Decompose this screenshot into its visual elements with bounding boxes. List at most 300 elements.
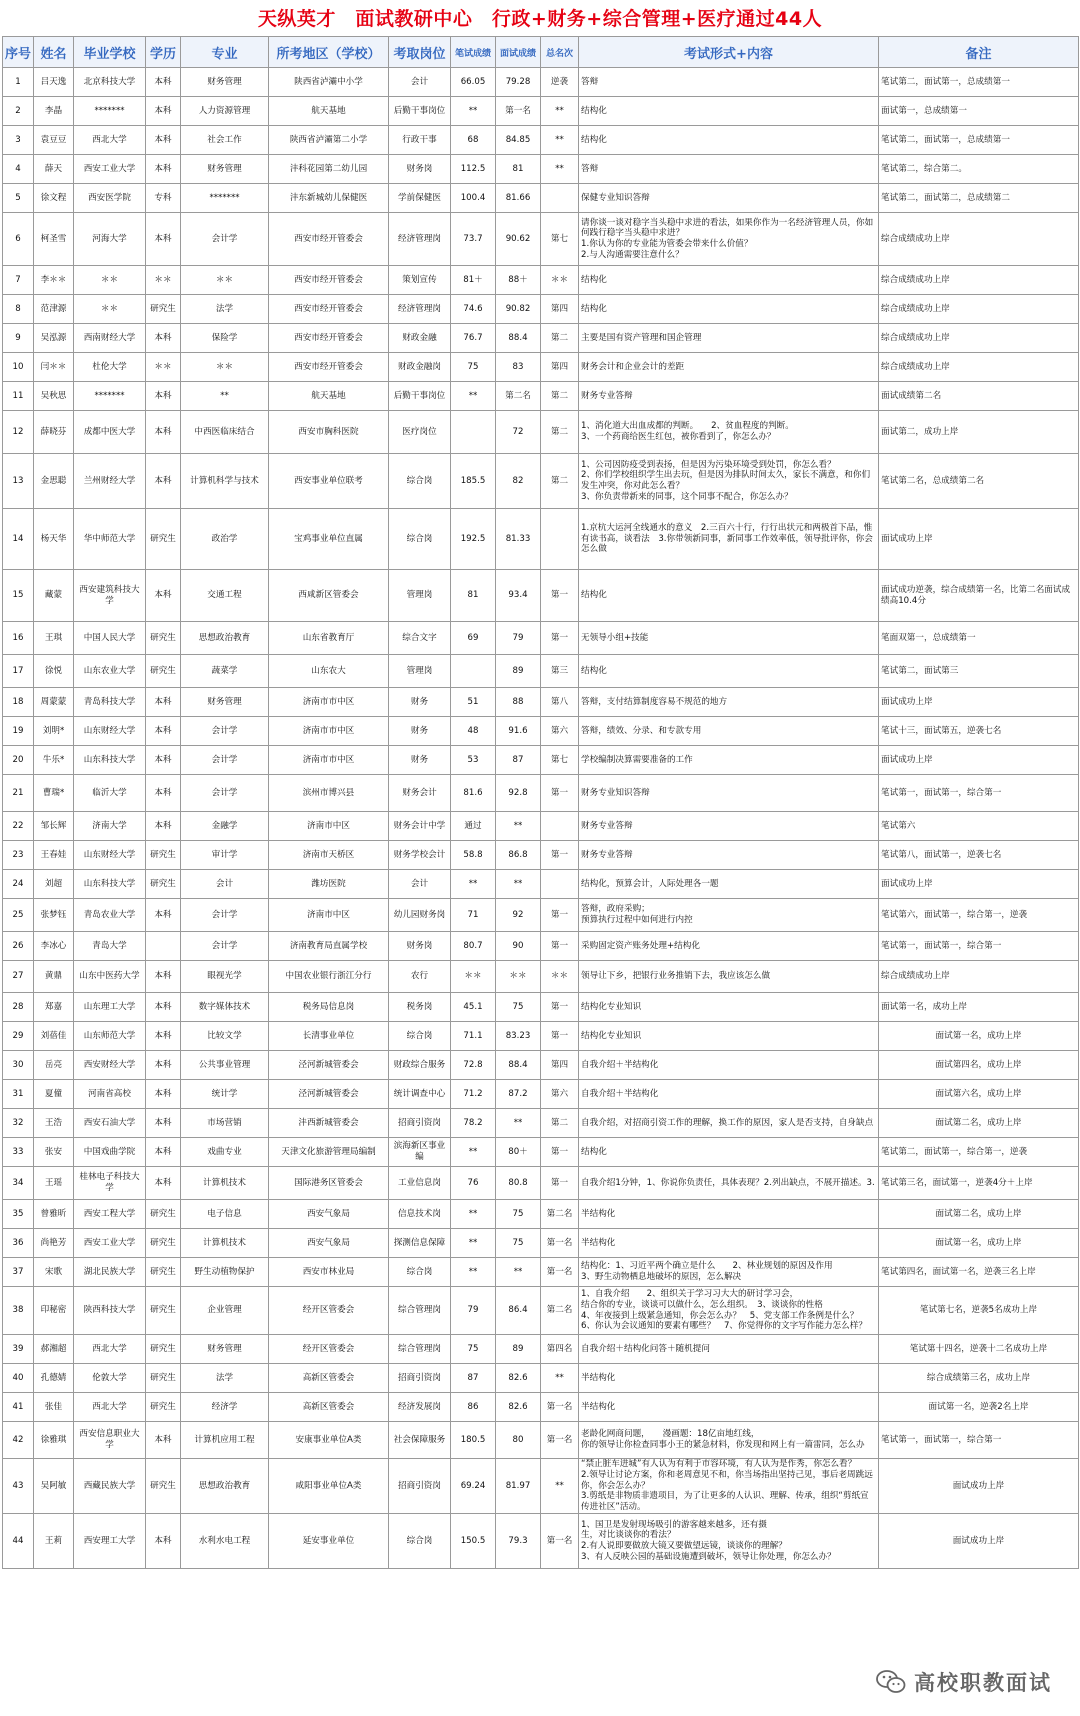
header-remark: 备注: [879, 37, 1079, 68]
table-row: [3, 993, 1079, 1022]
table-row: [3, 1514, 1079, 1569]
cell-remark: 笔面双第一，总成绩第一: [879, 622, 1079, 655]
cell-school: *******: [74, 382, 146, 411]
cell-written: 180.5: [451, 1422, 496, 1459]
cell-written: **: [451, 1138, 496, 1167]
cell-region: 西安市经开管委会: [269, 266, 389, 295]
cell-name: 徐雅琪: [34, 1422, 74, 1459]
cell-major: 电子信息: [181, 1200, 269, 1229]
cell-major: 计算机科学与技术: [181, 454, 269, 509]
cell-degree: 本科: [146, 213, 181, 266]
cell-no: 36: [3, 1229, 34, 1258]
table-row: [3, 184, 1079, 213]
cell-name: 孔德婧: [34, 1364, 74, 1393]
cell-school: 西安工业大学: [74, 155, 146, 184]
cell-major: 会计学: [181, 213, 269, 266]
cell-name: 柯圣雪: [34, 213, 74, 266]
cell-no: 34: [3, 1167, 34, 1200]
cell-no: 25: [3, 899, 34, 932]
cell-region: 延安事业单位: [269, 1514, 389, 1569]
cell-interview: 88: [496, 688, 541, 717]
cell-school: 西安石油大学: [74, 1109, 146, 1138]
cell-major: 计算机应用工程: [181, 1422, 269, 1459]
table-row: [3, 1364, 1079, 1393]
cell-degree: 研究生: [146, 1229, 181, 1258]
cell-exam: 自我介绍＋半结构化: [579, 1051, 879, 1080]
cell-rank: [541, 812, 579, 841]
cell-region: 济南市市中区: [269, 746, 389, 775]
cell-school: *******: [74, 97, 146, 126]
cell-region: 西咸新区管委会: [269, 570, 389, 622]
cell-remark: 面试第二，成功上岸: [879, 411, 1079, 454]
cell-exam: 无领导小组+技能: [579, 622, 879, 655]
cell-no: 27: [3, 961, 34, 993]
header-row: [3, 37, 1079, 68]
cell-post: 经济管理岗: [389, 213, 451, 266]
cell-remark: 笔试第二，综合第二。: [879, 155, 1079, 184]
cell-remark: 笔试第一，面试第一，综合第一: [879, 1422, 1079, 1459]
cell-no: 30: [3, 1051, 34, 1080]
cell-name: 郑嘉: [34, 993, 74, 1022]
cell-exam: 主要是国有资产管理和国企管理: [579, 324, 879, 353]
cell-name: 王瑶: [34, 1167, 74, 1200]
cell-interview: 90.82: [496, 295, 541, 324]
cell-written: **: [451, 1200, 496, 1229]
cell-exam: “禁止脏车进城”有人认为有利于市容环境，有人认为是作秀，你怎么看？ 2.领导让讨论方案，你和老周意见不和，你当场指出坚持己见，事后老周跳远你，你会怎么办？ 3.剪纸是非物质非遗项目，为了让更多的人认识、理解、传承，组织“剪纸宣传进社区”活动。: [579, 1459, 879, 1514]
cell-rank: **: [541, 1364, 579, 1393]
cell-name: 王春娃: [34, 841, 74, 870]
cell-rank: 第六: [541, 717, 579, 746]
cell-school: 中国人民大学: [74, 622, 146, 655]
cell-remark: 面试第二名，成功上岸: [879, 1200, 1079, 1229]
cell-interview: 81: [496, 155, 541, 184]
cell-exam: 结构化，预算会计，人际处理各一题: [579, 870, 879, 899]
cell-degree: 研究生: [146, 1200, 181, 1229]
cell-written: [451, 411, 496, 454]
cell-no: 37: [3, 1258, 34, 1287]
cell-school: 济南大学: [74, 812, 146, 841]
cell-post: 财务: [389, 746, 451, 775]
cell-name: 周蒙蒙: [34, 688, 74, 717]
table-row: [3, 411, 1079, 454]
cell-exam: 半结构化: [579, 1229, 879, 1258]
cell-remark: 笔试第十四名，逆袭十二名成功上岸: [879, 1335, 1079, 1364]
cell-exam: 答辩，政府采购； 预算执行过程中如何进行内控: [579, 899, 879, 932]
cell-degree: 研究生: [146, 295, 181, 324]
cell-remark: 笔试第一，面试第一，综合第一: [879, 775, 1079, 812]
cell-interview: 86.8: [496, 841, 541, 870]
table-body: [3, 68, 1079, 1569]
cell-major: 会计学: [181, 899, 269, 932]
cell-region: 天津文化旅游管理局编制: [269, 1138, 389, 1167]
cell-no: 4: [3, 155, 34, 184]
cell-rank: 第六: [541, 1080, 579, 1109]
cell-name: 王莉: [34, 1514, 74, 1569]
cell-remark: 笔试第八，面试第一，逆袭七名: [879, 841, 1079, 870]
cell-interview: 72: [496, 411, 541, 454]
cell-region: 济南教育局直属学校: [269, 932, 389, 961]
cell-school: 西北大学: [74, 126, 146, 155]
cell-major: **: [181, 382, 269, 411]
cell-exam: 财务专业答辩: [579, 382, 879, 411]
cell-school: 西安工业大学: [74, 1229, 146, 1258]
cell-remark: 面试第一名，逆袭2名上岸: [879, 1393, 1079, 1422]
cell-post: 经济管理岗: [389, 295, 451, 324]
cell-remark: 笔试第四名，面试第一名，逆袭三名上岸: [879, 1258, 1079, 1287]
cell-school: 中国戏曲学院: [74, 1138, 146, 1167]
cell-remark: 面试成功上岸: [879, 746, 1079, 775]
cell-degree: 本科: [146, 1022, 181, 1051]
cell-major: 财务管理: [181, 688, 269, 717]
cell-interview: 87.2: [496, 1080, 541, 1109]
cell-interview: **: [496, 812, 541, 841]
cell-no: 29: [3, 1022, 34, 1051]
cell-degree: 本科: [146, 1138, 181, 1167]
cell-written: 86: [451, 1393, 496, 1422]
cell-remark: 综合成绩成功上岸: [879, 295, 1079, 324]
table-row: [3, 155, 1079, 184]
cell-region: 泾河新城管委会: [269, 1051, 389, 1080]
cell-written: 87: [451, 1364, 496, 1393]
cell-degree: 研究生: [146, 1364, 181, 1393]
cell-interview: 79.3: [496, 1514, 541, 1569]
cell-interview: 79: [496, 622, 541, 655]
cell-name: 闫＊＊: [34, 353, 74, 382]
cell-major: 审计学: [181, 841, 269, 870]
cell-written: 81＋: [451, 266, 496, 295]
cell-written: 74.6: [451, 295, 496, 324]
cell-written: ＊＊: [451, 961, 496, 993]
cell-remark: 笔试第二，面试第一，总成绩第一: [879, 126, 1079, 155]
cell-region: 经开区管委会: [269, 1335, 389, 1364]
cell-rank: 第四名: [541, 1335, 579, 1364]
cell-school: 青岛大学: [74, 932, 146, 961]
cell-region: 山东农大: [269, 655, 389, 688]
cell-no: 23: [3, 841, 34, 870]
cell-post: 财务岗: [389, 932, 451, 961]
cell-remark: 面试第一名，成功上岸: [879, 993, 1079, 1022]
cell-region: 济南市天桥区: [269, 841, 389, 870]
table-row: [3, 324, 1079, 353]
cell-exam: 财务专业答辩: [579, 841, 879, 870]
cell-major: 计算机技术: [181, 1229, 269, 1258]
cell-post: 综合岗: [389, 1258, 451, 1287]
cell-post: 招商引资岗: [389, 1459, 451, 1514]
cell-rank: 第一: [541, 622, 579, 655]
cell-no: 43: [3, 1459, 34, 1514]
cell-written: 81: [451, 570, 496, 622]
cell-major: 统计学: [181, 1080, 269, 1109]
cell-degree: 本科: [146, 454, 181, 509]
cell-interview: 82: [496, 454, 541, 509]
cell-degree: 本科: [146, 570, 181, 622]
cell-remark: 面试成功上岸: [879, 1514, 1079, 1569]
cell-degree: 本科: [146, 155, 181, 184]
cell-no: 8: [3, 295, 34, 324]
cell-remark: 面试成功上岸: [879, 688, 1079, 717]
cell-name: 尚艳芳: [34, 1229, 74, 1258]
cell-post: 社会保障服务: [389, 1422, 451, 1459]
cell-no: 6: [3, 213, 34, 266]
cell-region: 高新区管委会: [269, 1364, 389, 1393]
cell-rank: 第二: [541, 411, 579, 454]
cell-interview: 75: [496, 1229, 541, 1258]
cell-exam: 1、国卫是发射现场吸引的游客越来越多，还有摄 生，对比谈谈你的看法？ 2.有人说即要做放大镜又要做望远镜，谈谈你的理解？ 3、有人反映公园的基础设施遭到破坏，领导让你处理，你怎么办？: [579, 1514, 879, 1569]
cell-major: 数字媒体技术: [181, 993, 269, 1022]
cell-region: 税务局信息岗: [269, 993, 389, 1022]
cell-school: 西藏民族大学: [74, 1459, 146, 1514]
cell-no: 22: [3, 812, 34, 841]
cell-school: 西南财经大学: [74, 324, 146, 353]
cell-degree: 研究生: [146, 1393, 181, 1422]
cell-written: 76.7: [451, 324, 496, 353]
header-school: 毕业学校: [74, 37, 146, 68]
cell-degree: 研究生: [146, 655, 181, 688]
cell-major: 人力资源管理: [181, 97, 269, 126]
cell-no: 39: [3, 1335, 34, 1364]
cell-remark: 面试成功上岸: [879, 509, 1079, 570]
table-row: [3, 1229, 1079, 1258]
cell-major: 财务管理: [181, 155, 269, 184]
cell-name: 吴阿敏: [34, 1459, 74, 1514]
cell-name: 张梦钰: [34, 899, 74, 932]
cell-remark: 面试成功上岸: [879, 870, 1079, 899]
cell-post: 管理岗: [389, 570, 451, 622]
cell-written: 185.5: [451, 454, 496, 509]
cell-school: 杜伦大学: [74, 353, 146, 382]
cell-interview: 第二名: [496, 382, 541, 411]
cell-rank: [541, 509, 579, 570]
cell-no: 3: [3, 126, 34, 155]
cell-region: 潍坊医院: [269, 870, 389, 899]
cell-no: 35: [3, 1200, 34, 1229]
cell-post: 后勤干事岗位: [389, 97, 451, 126]
cell-school: 临沂大学: [74, 775, 146, 812]
cell-major: 财务管理: [181, 68, 269, 97]
header-exam: 考试形式+内容: [579, 37, 879, 68]
cell-major: 市场营销: [181, 1109, 269, 1138]
cell-remark: 综合成绩成功上岸: [879, 961, 1079, 993]
cell-degree: 本科: [146, 411, 181, 454]
cell-post: 学前保健医: [389, 184, 451, 213]
table-row: [3, 932, 1079, 961]
cell-school: 成都中医大学: [74, 411, 146, 454]
cell-school: 山东科技大学: [74, 746, 146, 775]
cell-interview: ＊＊: [496, 961, 541, 993]
table-row: [3, 454, 1079, 509]
cell-rank: 第二名: [541, 1287, 579, 1335]
cell-name: 李晶: [34, 97, 74, 126]
cell-exam: 自我介绍＋结构化问答＋随机提问: [579, 1335, 879, 1364]
table-row: [3, 570, 1079, 622]
cell-no: 9: [3, 324, 34, 353]
sheet-title: 天纵英才 面试教研中心 行政+财务+综合管理+医疗通过44人: [257, 8, 823, 30]
cell-degree: 研究生: [146, 622, 181, 655]
cell-name: 吴秋思: [34, 382, 74, 411]
cell-exam: 半结构化: [579, 1200, 879, 1229]
table-row: [3, 622, 1079, 655]
cell-interview: 82.6: [496, 1393, 541, 1422]
cell-post: 幼儿园财务岗: [389, 899, 451, 932]
cell-exam: 请你谈一谈对稳字当头稳中求进的看法，如果你作为一名经济管理人员，你如何践行稳字当头稳中求进？ 1.你认为你的专业能为管委会带来什么价值？ 2.与人沟通需要注意什么？: [579, 213, 879, 266]
cell-no: 24: [3, 870, 34, 899]
cell-remark: 综合成绩成功上岸: [879, 213, 1079, 266]
cell-exam: 结构化: [579, 1138, 879, 1167]
cell-interview: 81.97: [496, 1459, 541, 1514]
table-row: [3, 1022, 1079, 1051]
cell-no: 14: [3, 509, 34, 570]
cell-written: 51: [451, 688, 496, 717]
cell-name: 张佳: [34, 1393, 74, 1422]
table-row: [3, 1335, 1079, 1364]
cell-name: 曹瑞*: [34, 775, 74, 812]
table-row: [3, 1258, 1079, 1287]
cell-school: 西安信息职业大学: [74, 1422, 146, 1459]
cell-name: 徐文程: [34, 184, 74, 213]
table-row: [3, 295, 1079, 324]
cell-no: 44: [3, 1514, 34, 1569]
cell-name: 岳亮: [34, 1051, 74, 1080]
cell-exam: 结构化专业知识: [579, 993, 879, 1022]
cell-interview: 81.33: [496, 509, 541, 570]
table-row: [3, 382, 1079, 411]
cell-post: 财政金融岗: [389, 353, 451, 382]
cell-rank: **: [541, 126, 579, 155]
cell-region: 沣西新城管委会: [269, 1109, 389, 1138]
cell-degree: 研究生: [146, 509, 181, 570]
cell-region: 长清事业单位: [269, 1022, 389, 1051]
cell-degree: 研究生: [146, 841, 181, 870]
cell-post: 财务: [389, 717, 451, 746]
table-row: [3, 961, 1079, 993]
cell-written: **: [451, 1258, 496, 1287]
table-row: [3, 1080, 1079, 1109]
header-no: 序号: [3, 37, 34, 68]
cell-major: 法学: [181, 1364, 269, 1393]
cell-rank: 第一名: [541, 1422, 579, 1459]
cell-exam: 结构化专业知识: [579, 1022, 879, 1051]
cell-exam: 结构化: [579, 570, 879, 622]
cell-written: [451, 655, 496, 688]
cell-rank: 第一: [541, 1167, 579, 1200]
cell-post: 医疗岗位: [389, 411, 451, 454]
cell-degree: 本科: [146, 382, 181, 411]
cell-written: **: [451, 870, 496, 899]
cell-written: 150.5: [451, 1514, 496, 1569]
cell-name: 夏僮: [34, 1080, 74, 1109]
cell-school: 西安财经大学: [74, 1051, 146, 1080]
cell-region: 滨州市博兴县: [269, 775, 389, 812]
cell-region: 西安市经开管委会: [269, 213, 389, 266]
table-row: [3, 68, 1079, 97]
cell-rank: 第一名: [541, 1258, 579, 1287]
table-row: [3, 1167, 1079, 1200]
table-row: [3, 97, 1079, 126]
cell-school: 北京科技大学: [74, 68, 146, 97]
cell-interview: 88.4: [496, 324, 541, 353]
cell-remark: 笔试第二名，总成绩第二名: [879, 454, 1079, 509]
cell-remark: 笔试第二，面试第二，总成绩第二: [879, 184, 1079, 213]
cell-major: 会计学: [181, 932, 269, 961]
cell-major: 政治学: [181, 509, 269, 570]
table-row: [3, 1422, 1079, 1459]
cell-degree: 研究生: [146, 1459, 181, 1514]
cell-no: 38: [3, 1287, 34, 1335]
cell-post: 财务会计中学: [389, 812, 451, 841]
cell-name: 刘明*: [34, 717, 74, 746]
cell-exam: 1、公司因防疫受到表扬，但是因为污染环境受到处罚，你怎么看？ 2、你们学校组织学生出去玩，但是因为排队时间太久，家长不满意，和你们发生冲突，你对此怎么看？ 3、你负责带新来的同事，这个同事不配合，你怎么办？: [579, 454, 879, 509]
cell-no: 17: [3, 655, 34, 688]
cell-post: 会计: [389, 68, 451, 97]
cell-exam: 1、消化道大出血成都的判断。 2、贫血程度的判断。 3、一个药商给医生红包，被你看到了，你怎么办？: [579, 411, 879, 454]
cell-name: 徐悦: [34, 655, 74, 688]
cell-rank: [541, 870, 579, 899]
cell-interview: 88＋: [496, 266, 541, 295]
cell-rank: 第四: [541, 1051, 579, 1080]
cell-degree: 专科: [146, 184, 181, 213]
cell-interview: 80.8: [496, 1167, 541, 1200]
table-row: [3, 1459, 1079, 1514]
cell-written: 78.2: [451, 1109, 496, 1138]
cell-written: 100.4: [451, 184, 496, 213]
cell-written: 76: [451, 1167, 496, 1200]
cell-rank: 第四: [541, 295, 579, 324]
cell-post: 综合岗: [389, 509, 451, 570]
cell-interview: 84.85: [496, 126, 541, 155]
cell-school: 山东师范大学: [74, 1022, 146, 1051]
cell-remark: 笔试第二，面试第一，综合第一，逆袭: [879, 1138, 1079, 1167]
cell-rank: 第八: [541, 688, 579, 717]
cell-written: 79: [451, 1287, 496, 1335]
cell-major: 公共事业管理: [181, 1051, 269, 1080]
cell-post: 后勤干事岗位: [389, 382, 451, 411]
cell-region: 西安市经开管委会: [269, 353, 389, 382]
cell-interview: 90.62: [496, 213, 541, 266]
cell-rank: 逆袭: [541, 68, 579, 97]
cell-written: 58.8: [451, 841, 496, 870]
cell-written: 71.1: [451, 1022, 496, 1051]
cell-degree: [146, 932, 181, 961]
cell-written: 192.5: [451, 509, 496, 570]
cell-post: 税务岗: [389, 993, 451, 1022]
cell-degree: 本科: [146, 717, 181, 746]
cell-school: ＊＊: [74, 266, 146, 295]
cell-degree: 本科: [146, 1422, 181, 1459]
cell-post: 探测信息保障: [389, 1229, 451, 1258]
cell-written: 80.7: [451, 932, 496, 961]
cell-remark: 笔试第二，面试第三: [879, 655, 1079, 688]
cell-region: 安康事业单位A类: [269, 1422, 389, 1459]
cell-degree: 本科: [146, 688, 181, 717]
cell-region: 沣科花园第二幼儿园: [269, 155, 389, 184]
cell-exam: 结构化: [579, 126, 879, 155]
cell-written: 69.24: [451, 1459, 496, 1514]
cell-post: 财务会计: [389, 775, 451, 812]
cell-school: 西安理工大学: [74, 1514, 146, 1569]
cell-school: 河南省高校: [74, 1080, 146, 1109]
cell-major: ＊＊: [181, 353, 269, 382]
cell-rank: 第三: [541, 655, 579, 688]
cell-name: 藏蒙: [34, 570, 74, 622]
cell-remark: 笔试第七名，逆袭5名成功上岸: [879, 1287, 1079, 1335]
header-major: 专业: [181, 37, 269, 68]
cell-degree: ＊＊: [146, 266, 181, 295]
cell-exam: 自我介绍＋半结构化: [579, 1080, 879, 1109]
cell-region: 陕西省泸灞中小学: [269, 68, 389, 97]
cell-exam: 老龄化网商问题， 漫画题：18亿亩地红线， 你的领导让你检查同事小王的紧急材料，你发现和网上有一篇雷同，怎么办: [579, 1422, 879, 1459]
cell-interview: 83.23: [496, 1022, 541, 1051]
cell-remark: 笔试第六，面试第一，综合第一，逆袭: [879, 899, 1079, 932]
